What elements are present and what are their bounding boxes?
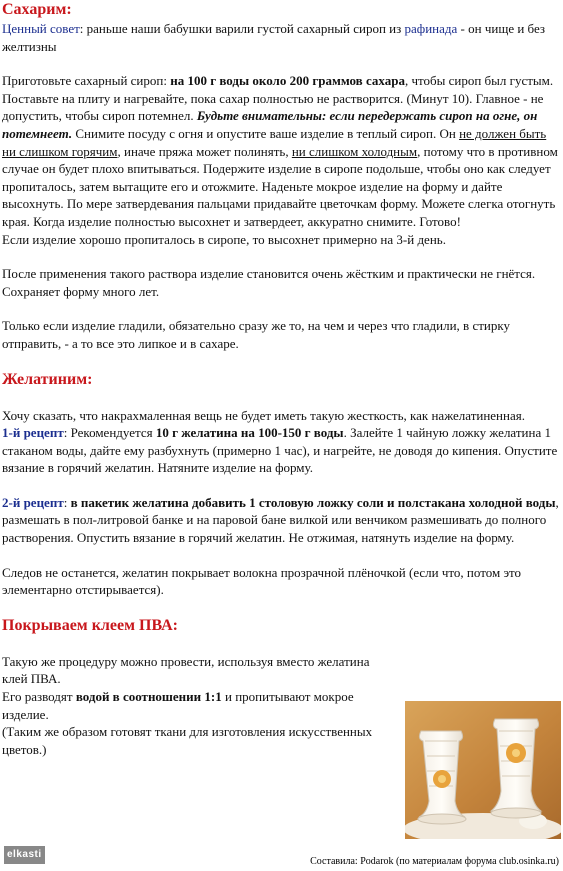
tip-label: Ценный совет [2,21,80,36]
sugar-instructions: Приготовьте сахарный сироп: на 100 г воды около 200 граммов сахара, чтобы сироп был густым. Поставьте на плиту и нагревайте, пока сахар полностью не растворится. (Минут 10). Главное - не допустить, чтобы сироп потемнел. Будьте внимательны: если передержать сироп на огне, он потемнеет. Снимите посуду с огня и опустите ваше изделие в теплый сироп. Он не должен быть ни слишком горячим, иначе пряжа может полинять, ни слишком холодным, потому что в противном случае он будет плохо впитываться. Подержите изделие в сиропе подольше, чтобы оно как следует пропиталось, затем вытащите его и отожмите. Наденьте мокрое изделие на форму и дайте высохнуть. По мере затвердевания пальцами придавайте цветочкам форму. Можете слегка отогнуть края. Когда изделие полностью высохнет и затвердеет, аккуратно снимите. Готово! Если изделие хорошо пропиталось в сиропе, то высохнет примерно на 3-й день. [2,73,558,247]
rafinad-link[interactable]: рафинада [404,21,458,36]
sugar-tip: Ценный совет: раньше наши бабушки варили густой сахарный сироп из рафинада - он чище и без желтизны [2,21,546,54]
gelatin-recipe-2: 2-й рецепт: в пакетик желатина добавить 1 столовую ложку соли и полстакана холодной воды, размешать в пол-литровой банке и на паровой бане вилкой или венчиком размешивать до полного растворения. Опустить вязание в горячий желатин. Не отжимая, натянуть изделие на форму. [2,494,559,546]
glasses-photo [405,701,561,839]
author-caption: Составила: Podarok (по материалам форума club.osinka.ru) [310,856,559,867]
sugar-note: Только если изделие гладили, обязательно сразу же то, на чем и через что гладили, в стирку отправить, - а то все это липкое и в сахаре. [2,318,510,351]
gelatin-outro: Следов не останется, желатин покрывает волокна прозрачной плёночкой (если что, потом это элементарно отстирывается). [2,564,522,598]
article [2,0,560,758]
sugar-result: После применения такого раствора изделие становится очень жёстким и практически не гнётся. Сохраняет форму много лет. [2,266,536,299]
gelatin-intro: Хочу сказать, что накрахмаленная вещь не будет иметь такую жесткость, как нажелатиненная. [2,407,525,423]
watermark: elkasti [4,846,45,864]
gelatin-heading: Желатиним: [2,370,93,388]
sugar-heading: Сахарим: [2,1,72,18]
gelatin-recipe-1: 1-й рецепт: Рекомендуется 10 г желатина на 100-150 г воды. Залейте 1 чайную ложку желатина 1 стаканом воды, дайте ему разбухнуть (примерно 1 час), и нагрейте, не доводя до кипения. Опустите вязание в горячий желатин. Натяните изделие на форму. [2,425,558,476]
pva-heading: Покрываем клеем ПВА: [2,616,178,634]
pva-text: Такую же процедуру можно провести, используя вместо желатина клей ПВА. Его разводят водой в соотношении 1:1 и пропитывают мокрое изделие. (Таким же образом готовят ткани для изготовления искусственных цветов.) [2,653,373,757]
